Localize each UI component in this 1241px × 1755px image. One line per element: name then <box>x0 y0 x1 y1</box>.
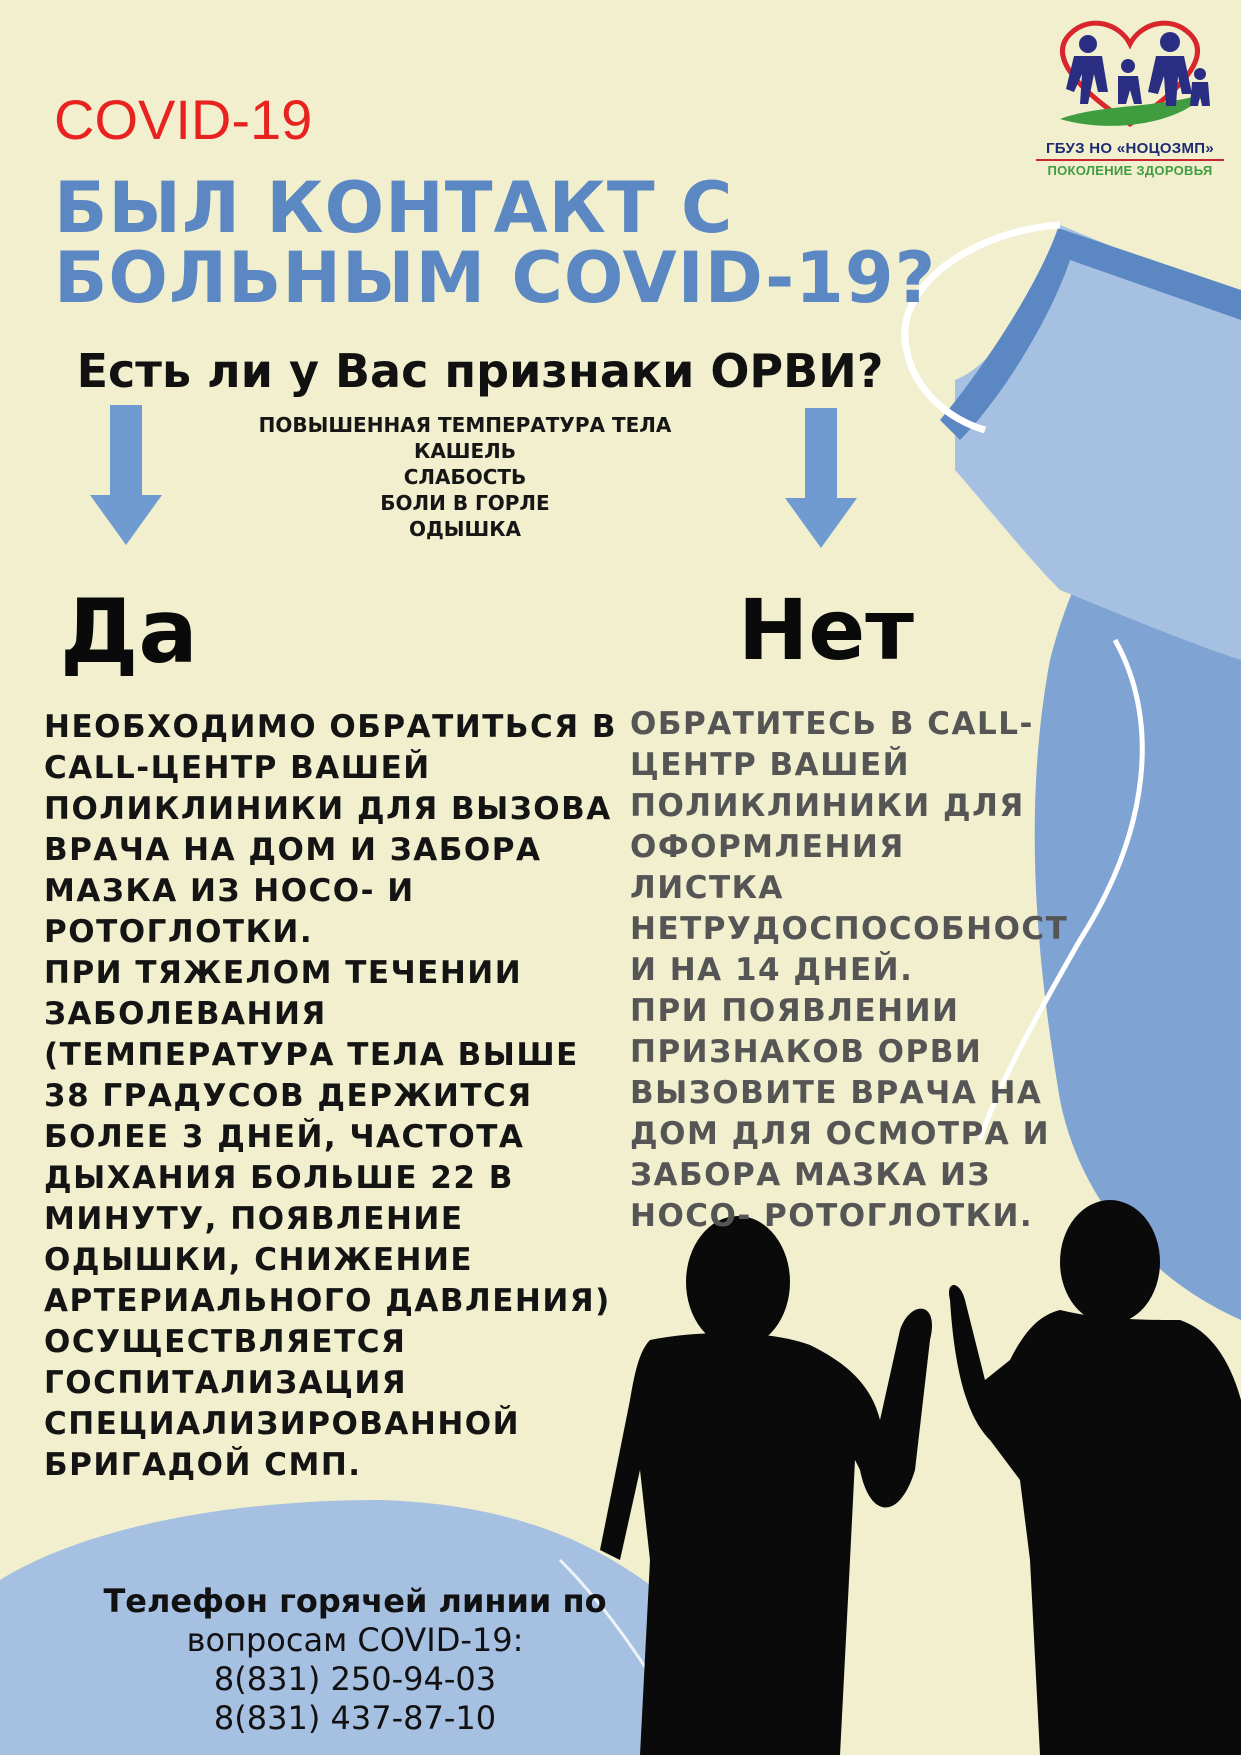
hotline-title: Телефон горячей линии по <box>103 1582 607 1620</box>
covid-tag: COVID-19 <box>54 88 313 151</box>
symptoms-question: Есть ли у Вас признаки ОРВИ? <box>76 344 884 398</box>
headline <box>54 167 954 319</box>
yes-line: ОСУЩЕСТВЛЯЕТСЯ <box>44 1324 407 1360</box>
headline-line: БОЛЬНЫМ COVID-19? <box>54 237 937 319</box>
yes-line: ДЫХАНИЯ БОЛЬШЕ 22 В <box>44 1160 514 1196</box>
yes-line: МИНУТУ, ПОЯВЛЕНИЕ <box>44 1201 464 1237</box>
yes-line: РОТОГЛОТКИ. <box>44 914 314 950</box>
logo-subtitle: ПОКОЛЕНИЕ ЗДОРОВЬЯ <box>1047 163 1213 178</box>
no-heading: Нет <box>738 581 914 679</box>
symptom-item: БОЛИ В ГОРЛЕ <box>380 491 550 515</box>
symptoms-list <box>230 412 700 542</box>
no-line: ОФОРМЛЕНИЯ ЛИСТКА <box>630 829 905 906</box>
yes-line: СПЕЦИАЛИЗИРОВАННОЙ <box>44 1406 521 1442</box>
no-line: ДОМ ДЛЯ ОСМОТРА И <box>630 1116 1051 1152</box>
yes-line: БОЛЕЕ 3 ДНЕЙ, ЧАСТОТА <box>44 1119 525 1155</box>
no-line: НОСО- РОТОГЛОТКИ. <box>630 1198 1034 1234</box>
yes-line: 38 ГРАДУСОВ ДЕРЖИТСЯ <box>44 1078 533 1114</box>
yes-line: ВРАЧА НА ДОМ И ЗАБОРА <box>44 832 542 868</box>
no-line: И НА 14 ДНЕЙ. <box>630 952 914 988</box>
yes-line: ЗАБОЛЕВАНИЯ <box>44 996 327 1032</box>
no-line: ПОЛИКЛИНИКИ ДЛЯ <box>630 788 1025 824</box>
symptom-item: ОДЫШКА <box>408 517 522 541</box>
hotline-title: вопросам COVID-19: <box>186 1621 524 1659</box>
no-line: НЕТРУДОСПОСОБНОСТ <box>630 911 1069 947</box>
symptom-item: СЛАБОСТЬ <box>403 465 527 489</box>
yes-line: ПРИ ТЯЖЕЛОМ ТЕЧЕНИИ <box>44 955 523 991</box>
no-line: ОБРАТИТЕСЬ В CALL- <box>630 706 1034 742</box>
arrow-down-icon <box>785 408 857 548</box>
hotline-phone[interactable]: 8(831) 250-94-03 <box>213 1660 497 1698</box>
yes-line: БРИГАДОЙ СМП. <box>44 1447 362 1483</box>
family-heart-icon <box>1030 14 1230 134</box>
hotline-phone[interactable]: 8(831) 437-87-10 <box>213 1699 497 1737</box>
headline-line: БЫЛ КОНТАКТ С <box>54 167 734 249</box>
no-instructions <box>630 704 1069 1237</box>
yes-line: ОДЫШКИ, СНИЖЕНИЕ <box>44 1242 474 1278</box>
yes-line: CALL-ЦЕНТР ВАШЕЙ <box>44 750 431 786</box>
man-left-silhouette <box>600 1216 932 1755</box>
yes-line: НЕОБХОДИМО ОБРАТИТЬСЯ В <box>44 709 618 745</box>
logo-organization-name: ГБУЗ НО «НОЦОЗМП» <box>1045 140 1215 157</box>
yes-line: АРТЕРИАЛЬНОГО ДАВЛЕНИЯ) <box>44 1283 611 1319</box>
yes-line: МАЗКА ИЗ НОСО- И <box>44 873 415 909</box>
arrow-down-icon <box>90 405 162 545</box>
no-line: ПРИ ПОЯВЛЕНИИ <box>630 993 960 1029</box>
hotline-block <box>70 1582 640 1738</box>
yes-line: (ТЕМПЕРАТУРА ТЕЛА ВЫШЕ <box>44 1037 579 1073</box>
no-line: ПРИЗНАКОВ ОРВИ <box>630 1034 983 1070</box>
yes-instructions <box>44 707 624 1486</box>
yes-line: ПОЛИКЛИНИКИ ДЛЯ ВЫЗОВА <box>44 791 612 827</box>
organization-logo <box>1030 14 1230 178</box>
symptom-item: КАШЕЛЬ <box>413 439 517 463</box>
no-line: ЦЕНТР ВАШЕЙ <box>630 747 911 783</box>
yes-heading: Да <box>60 580 198 683</box>
no-line: ЗАБОРА МАЗКА ИЗ <box>630 1157 991 1193</box>
no-line: ВЫЗОВИТЕ ВРАЧА НА <box>630 1075 1043 1111</box>
logo-divider <box>1036 159 1224 161</box>
yes-line: ГОСПИТАЛИЗАЦИЯ <box>44 1365 408 1401</box>
symptom-item: ПОВЫШЕННАЯ ТЕМПЕРАТУРА ТЕЛА <box>258 413 672 437</box>
